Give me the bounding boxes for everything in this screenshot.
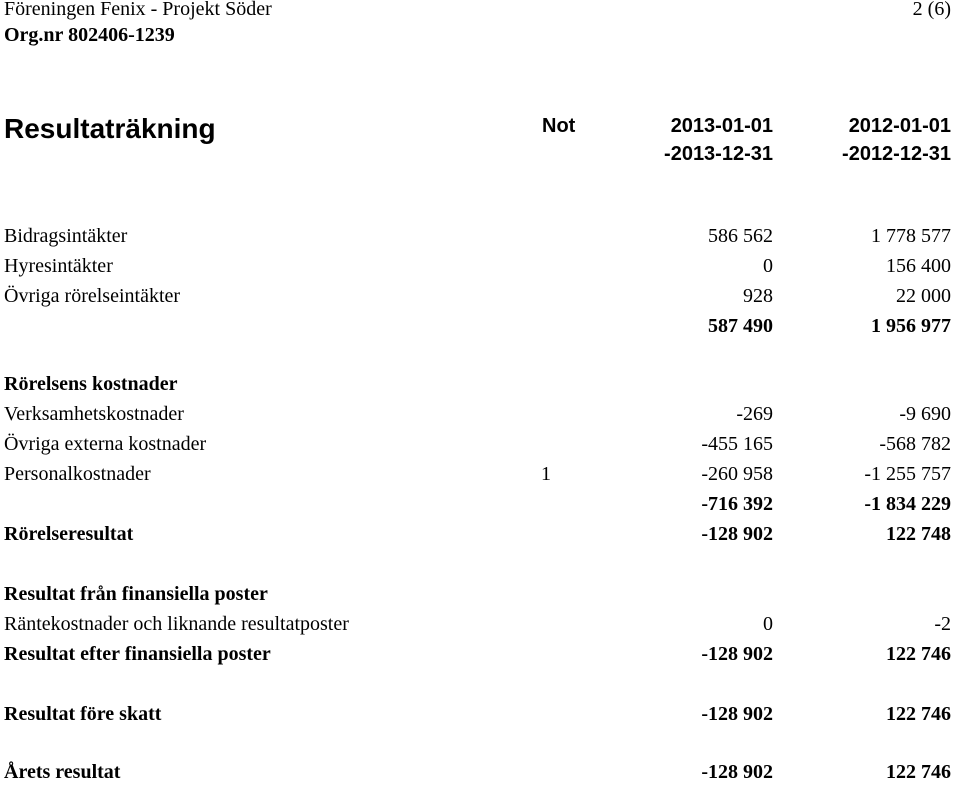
subtotal-2013: 587 490	[708, 315, 773, 337]
value-2013: 928	[743, 285, 773, 307]
value-2012: -2	[934, 613, 951, 635]
page-number: 2 (6)	[912, 0, 951, 20]
period-2013-start-header: 2013-01-01	[670, 115, 773, 137]
value-2013: 0	[763, 613, 773, 635]
value-2012: -1 255 757	[864, 463, 951, 485]
page-title: Resultaträkning	[4, 113, 216, 144]
row-ovriga-rorelseintakter	[0, 283, 960, 309]
value-2013: -269	[736, 403, 773, 425]
value-2012: 122 746	[886, 703, 951, 725]
row-ovriga-externa-kostnader	[0, 431, 960, 457]
value-2012: 1 778 577	[871, 225, 951, 247]
row-resultat-fore-skatt	[0, 701, 960, 727]
value-2013: -260 958	[701, 463, 773, 485]
section-heading-finansiella-poster	[0, 581, 960, 607]
organization-name: Föreningen Fenix - Projekt Söder	[4, 0, 272, 20]
section-heading-rorelsens-kostnader	[0, 371, 960, 397]
section-heading: Resultat från finansiella poster	[4, 583, 268, 605]
row-label: Övriga rörelseintäkter	[4, 285, 181, 307]
value-2013: -455 165	[701, 433, 773, 455]
row-costs-subtotal	[0, 491, 960, 517]
row-label: Resultat före skatt	[4, 703, 162, 725]
value-2012: 22 000	[896, 285, 951, 307]
period-2012-start-header: 2012-01-01	[848, 115, 951, 137]
row-label: Räntekostnader och liknande resultatposter	[4, 613, 349, 635]
row-label: Resultat efter finansiella poster	[4, 643, 271, 665]
value-2012: -568 782	[879, 433, 951, 455]
row-label: Bidragsintäkter	[4, 225, 128, 247]
row-label: Personalkostnader	[4, 463, 151, 485]
note-column-header: Not	[542, 115, 576, 137]
value-2013: -128 902	[701, 761, 773, 783]
row-rorelseresultat	[0, 521, 960, 547]
row-arets-resultat	[0, 759, 960, 785]
row-verksamhetskostnader	[0, 401, 960, 427]
value-2012: 122 746	[886, 643, 951, 665]
value-2013: 586 562	[708, 225, 773, 247]
value-2012: 122 748	[886, 523, 951, 545]
value-2013: -128 902	[701, 703, 773, 725]
value-2013: -128 902	[701, 643, 773, 665]
value-2012: 122 746	[886, 761, 951, 783]
row-bidragsintakter	[0, 223, 960, 249]
row-label: Hyresintäkter	[4, 255, 113, 277]
value-2012: -9 690	[899, 403, 951, 425]
row-label: Årets resultat	[4, 761, 121, 783]
period-2013-end-header: -2013-12-31	[664, 143, 773, 165]
note-reference: 1	[541, 463, 551, 485]
row-personalkostnader	[0, 461, 960, 487]
row-rantekostnader	[0, 611, 960, 637]
value-2013: 0	[763, 255, 773, 277]
row-label: Övriga externa kostnader	[4, 433, 207, 455]
row-label: Rörelseresultat	[4, 523, 134, 545]
row-income-subtotal	[0, 313, 960, 339]
period-2012-end-header: -2012-12-31	[842, 143, 951, 165]
subtotal-2012: -1 834 229	[864, 493, 951, 515]
organization-number: Org.nr 802406-1239	[4, 24, 175, 46]
row-resultat-efter-finansiella-poster	[0, 641, 960, 667]
row-hyresintakter	[0, 253, 960, 279]
value-2013: -128 902	[701, 523, 773, 545]
value-2012: 156 400	[886, 255, 951, 277]
row-label: Verksamhetskostnader	[4, 403, 184, 425]
section-heading: Rörelsens kostnader	[4, 373, 178, 395]
subtotal-2012: 1 956 977	[871, 315, 951, 337]
subtotal-2013: -716 392	[701, 493, 773, 515]
